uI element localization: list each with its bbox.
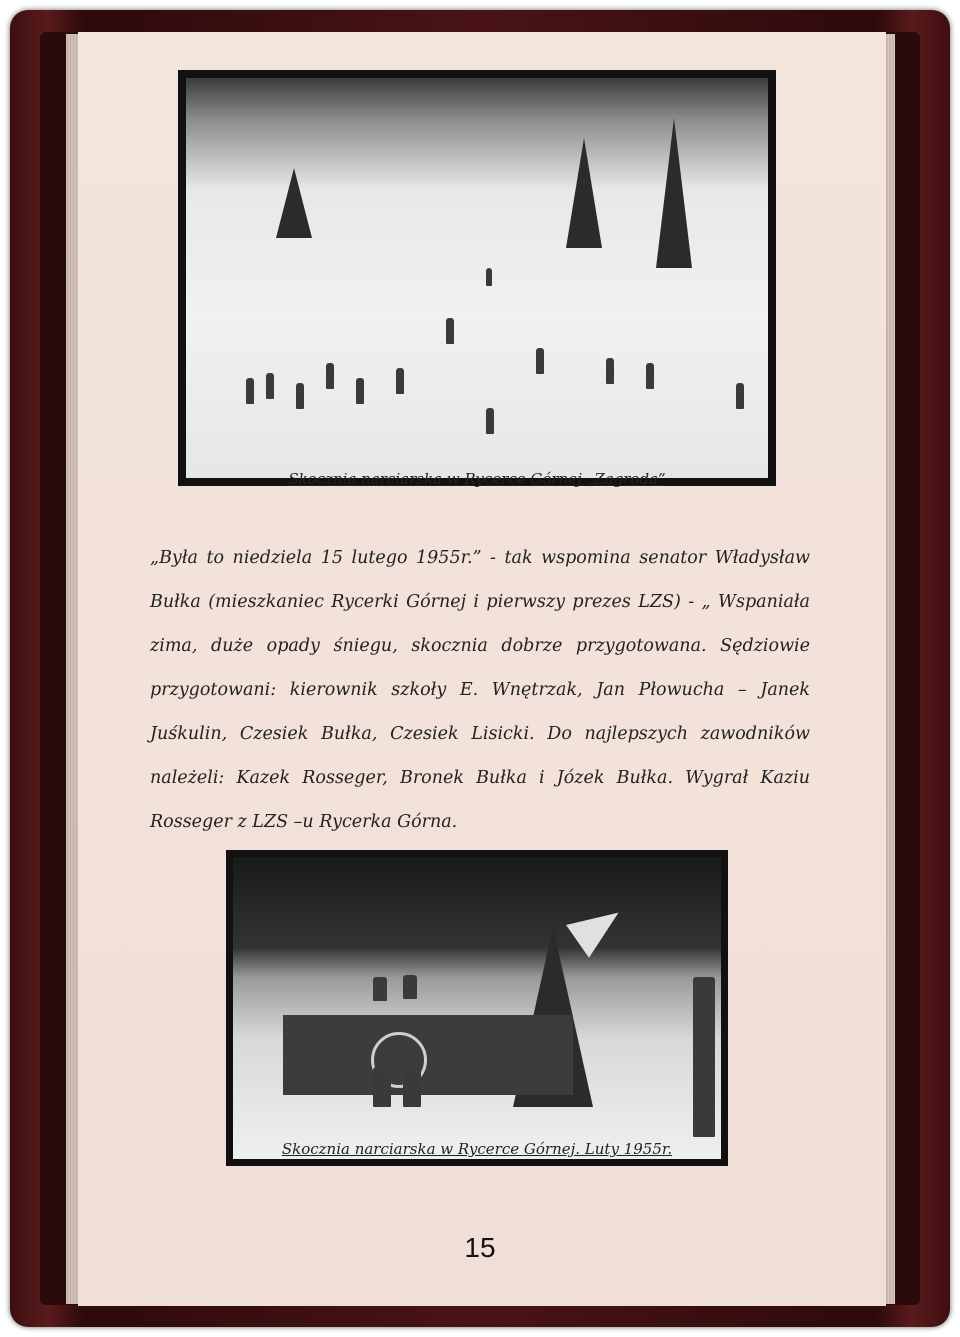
- person-figure: [606, 358, 614, 384]
- person-figure: [246, 378, 254, 404]
- person-figure: [486, 408, 494, 434]
- person-figure: [646, 363, 654, 389]
- photo-caption-top: Skocznia narciarska w Rycerce Górnej „Zagroda”: [288, 470, 666, 488]
- memoir-paragraph: „Była to niedziela 15 lutego 1955r.” - tak wspomina senator Władysław Bułka (mieszkaniec Rycerki Górnej i pierwszy prezes LZS) - „ Wspaniała zima, duże opady śniegu, skocznia dobrze przygotowana. Sędziowie przygotowani: kierownik szkoły E. Wnętrzak, Jan Płowucha – Janek Juśkulin, Czesiek Bułka, Czesiek Lisicki. Do najlepszych zawodników należeli: Kazek Rosseger, Bronek Bułka i Józek Bułka. Wygrał Kaziu Rosseger z LZS –u Rycerka Górna.: [150, 548, 810, 832]
- person-figure: [536, 348, 544, 374]
- person-figure: [373, 1067, 391, 1107]
- tree-shape: [276, 168, 312, 238]
- photo-caption-bottom: Skocznia narciarska w Rycerce Górnej. Luty 1955r.: [281, 1140, 673, 1158]
- person-figure: [486, 268, 492, 286]
- tree-shape: [566, 138, 602, 248]
- person-figure: [266, 373, 274, 399]
- tree-shape: [656, 118, 692, 268]
- ski-jump-photo-bottom-image: [233, 857, 721, 1159]
- person-figure: [356, 378, 364, 404]
- ski-jump-photo-bottom: [226, 850, 728, 1166]
- page-number: 15: [464, 1232, 496, 1263]
- person-figure: [693, 977, 715, 1137]
- person-figure: [296, 383, 304, 409]
- page-edge-right: [885, 34, 895, 1304]
- person-figure: [736, 383, 744, 409]
- person-figure: [396, 368, 404, 394]
- ski-jump-photo-image: [186, 78, 768, 478]
- person-figure: [326, 363, 334, 389]
- ski-jump-photo-top: [178, 70, 776, 486]
- page-edge-left: [66, 34, 78, 1304]
- banner-shape: [283, 1015, 573, 1095]
- person-figure: [403, 975, 417, 999]
- person-figure: [403, 1067, 421, 1107]
- person-figure: [446, 318, 454, 344]
- person-figure: [373, 977, 387, 1001]
